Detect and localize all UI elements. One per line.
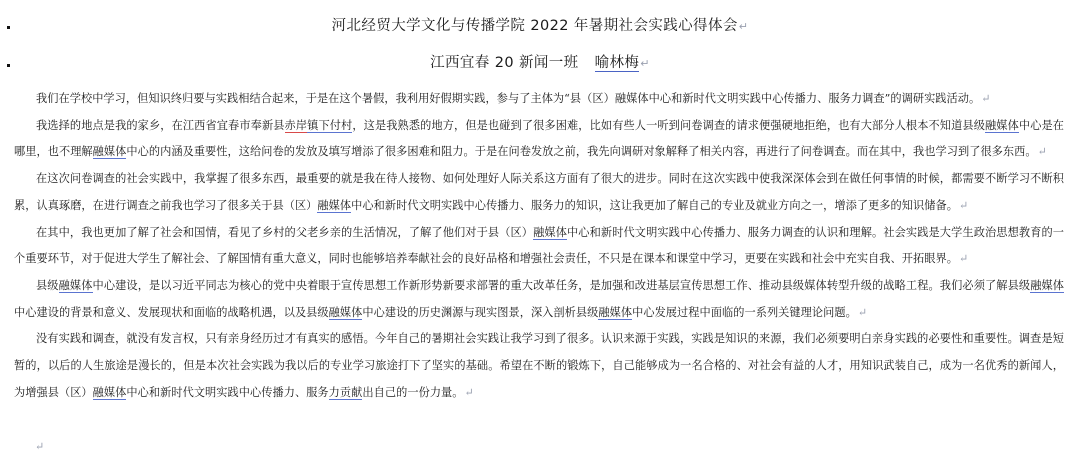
subtitle-class: 江西宜春 20 新闻一班: [430, 55, 579, 71]
subtitle-author-name: 喻林梅: [594, 55, 640, 71]
body-paragraph: [14, 273, 1064, 326]
grammar-underline-text: 融媒体: [92, 145, 127, 159]
paragraph-mark-icon: ↵: [981, 92, 991, 105]
grammar-underline-text: 融媒体: [533, 225, 567, 239]
body-paragraph: [14, 166, 1064, 219]
paragraph-text: 中心的内涵及重要性，这给问卷的发放及填写增添了很多困难和阻力。于是在问卷发放之前，我先向调研对象解释了相关内容，再进行了问卷调查。而在其中，我也学习到了很多东西。: [126, 145, 1037, 159]
paragraph-text: 出自己的一份力量。: [362, 385, 464, 399]
paragraph-mark-icon: ↵: [958, 198, 969, 212]
paragraph-text: 中心建设的历史渊源与现实图景，深入剖析县级: [362, 305, 599, 319]
grammar-underline-text: 融媒体: [1030, 278, 1065, 292]
body-paragraph: [14, 86, 1064, 113]
paragraph-mark-icon: ↵: [857, 305, 868, 319]
paragraph-text: 我选择的地点是我的家乡，在江西省宜春市奉新县: [36, 118, 285, 132]
paragraph-mark-icon: ↵: [738, 20, 749, 33]
paragraph-text: 中心和新时代文明实践中心传播力、服务力的知识，这让我更加了解自己的专业及就业方向之一，增添了更多的知识储备。: [351, 198, 958, 212]
body-paragraph: [14, 326, 1064, 406]
grammar-underline-text: 融媒体: [328, 305, 363, 319]
grammar-underline-text: 融媒体: [317, 198, 352, 212]
paragraph-mark-icon: ↵: [640, 57, 650, 70]
paragraph-mark-icon: ↵: [35, 440, 45, 453]
grammar-underline-text: 融媒体: [58, 278, 93, 292]
document-subtitle: [0, 53, 1080, 74]
paragraph-mark-icon: ↵: [958, 252, 969, 266]
paragraph-text: 中心建设的背景和意义、发展现状和面临的战略机遇，以及县级: [14, 305, 329, 319]
paragraph-text: 没有实践和调查，就没有发言权，只有亲身经历过才有真实的感悟。今年自己的暑期社会实践让我学习到了很多。认识来源于实践，实践是知识的来源，我们必须要明白亲身实践的必要性和重要性。调查是短暂的，以后的人生旅途是漫长的，但是本次社会实践为我以后的专业学习旅途打下了坚实的基础。希望在不断的锻炼下，自己能够成为一名合格的、对社会有益的人才，用知识武装自己，成为一名优秀的新闻人，为增强县（区）: [14, 332, 1064, 399]
paragraph-text: 在其中，我也更加了解了社会和国情，看见了乡村的父老乡亲的生活情况，了解了他们对于县（区）: [36, 225, 534, 239]
paragraph-text: 中心建设，是以习近平同志为核心的党中央着眼于宣传思想工作新形势新要求部署的重大改革任务，是加强和改进基层宣传思想工作、推动县级媒体转型升级的战略工程。我们必须了解县级: [92, 278, 1031, 292]
body-paragraph: [14, 113, 1064, 166]
grammar-underline-text: 融媒体: [92, 385, 127, 399]
paragraph-text: 在这次问卷调查的社会实践中，我掌握了很多东西，最重要的就是我在待人接物、如何处理好人际关系这方面有了很大的进步。同时在这次实践中使我深深体会到在做任何事情的时候，都需要不断学习不断积累，认真琢磨，在进行调查之前我也学习了很多关于县（区）: [14, 172, 1064, 212]
paragraph-text: 我们在学校中学习，但知识终归要与实践相结合起来，于是在这个暑假，我利用好假期实践，参与了主体为“县（区）融媒体中心和新时代文明实践中心传播力、服务力调查”的调研实践活动。: [36, 92, 981, 105]
grammar-underline-text: 力贡献: [328, 385, 363, 399]
grammar-underline-text: 融媒体: [985, 118, 1019, 132]
document-title: [0, 16, 1080, 37]
paragraph-mark-icon: ↵: [1037, 145, 1047, 159]
paragraph-text: 中心是在哪里，也不理解: [14, 118, 1065, 159]
paragraph-text: ，这是我熟悉的地方，但是也碰到了很多困难，比如有些人一听到问卷调查的请求便强硬地拒绝，也有大部分人根本不知道县级: [352, 118, 985, 132]
spelling-underline-text: 赤岸: [284, 118, 308, 132]
body-paragraph: [14, 220, 1064, 273]
paragraph-text: 中心和新时代文明实践中心传播力、服务: [126, 385, 329, 399]
paragraph-text: 中心和新时代文明实践中心传播力、服务力调查的认识和理解。社会实践是大学生政治思想教育的一个重要环节，对于促进大学生了解社会、了解国情有重大意义，同时也能够培养奉献社会的良好品格和增强社会责任，不只是在课本和课堂中学习，更要在实践和社会中充实自我、开拓眼界。: [14, 225, 1065, 266]
document-title-text: 河北经贸大学文化与传播学院 2022 年暑期社会实践心得体会: [331, 18, 738, 34]
grammar-underline-text: 镇下付村: [307, 118, 353, 132]
document-body: [14, 86, 1064, 406]
paragraph-text: 中心发展过程中面临的一系列关键理论问题。: [632, 305, 857, 319]
paragraph-mark-icon: ↵: [464, 385, 474, 399]
paragraph-text: 县级: [36, 278, 59, 292]
grammar-underline-text: 融媒体: [598, 305, 633, 319]
